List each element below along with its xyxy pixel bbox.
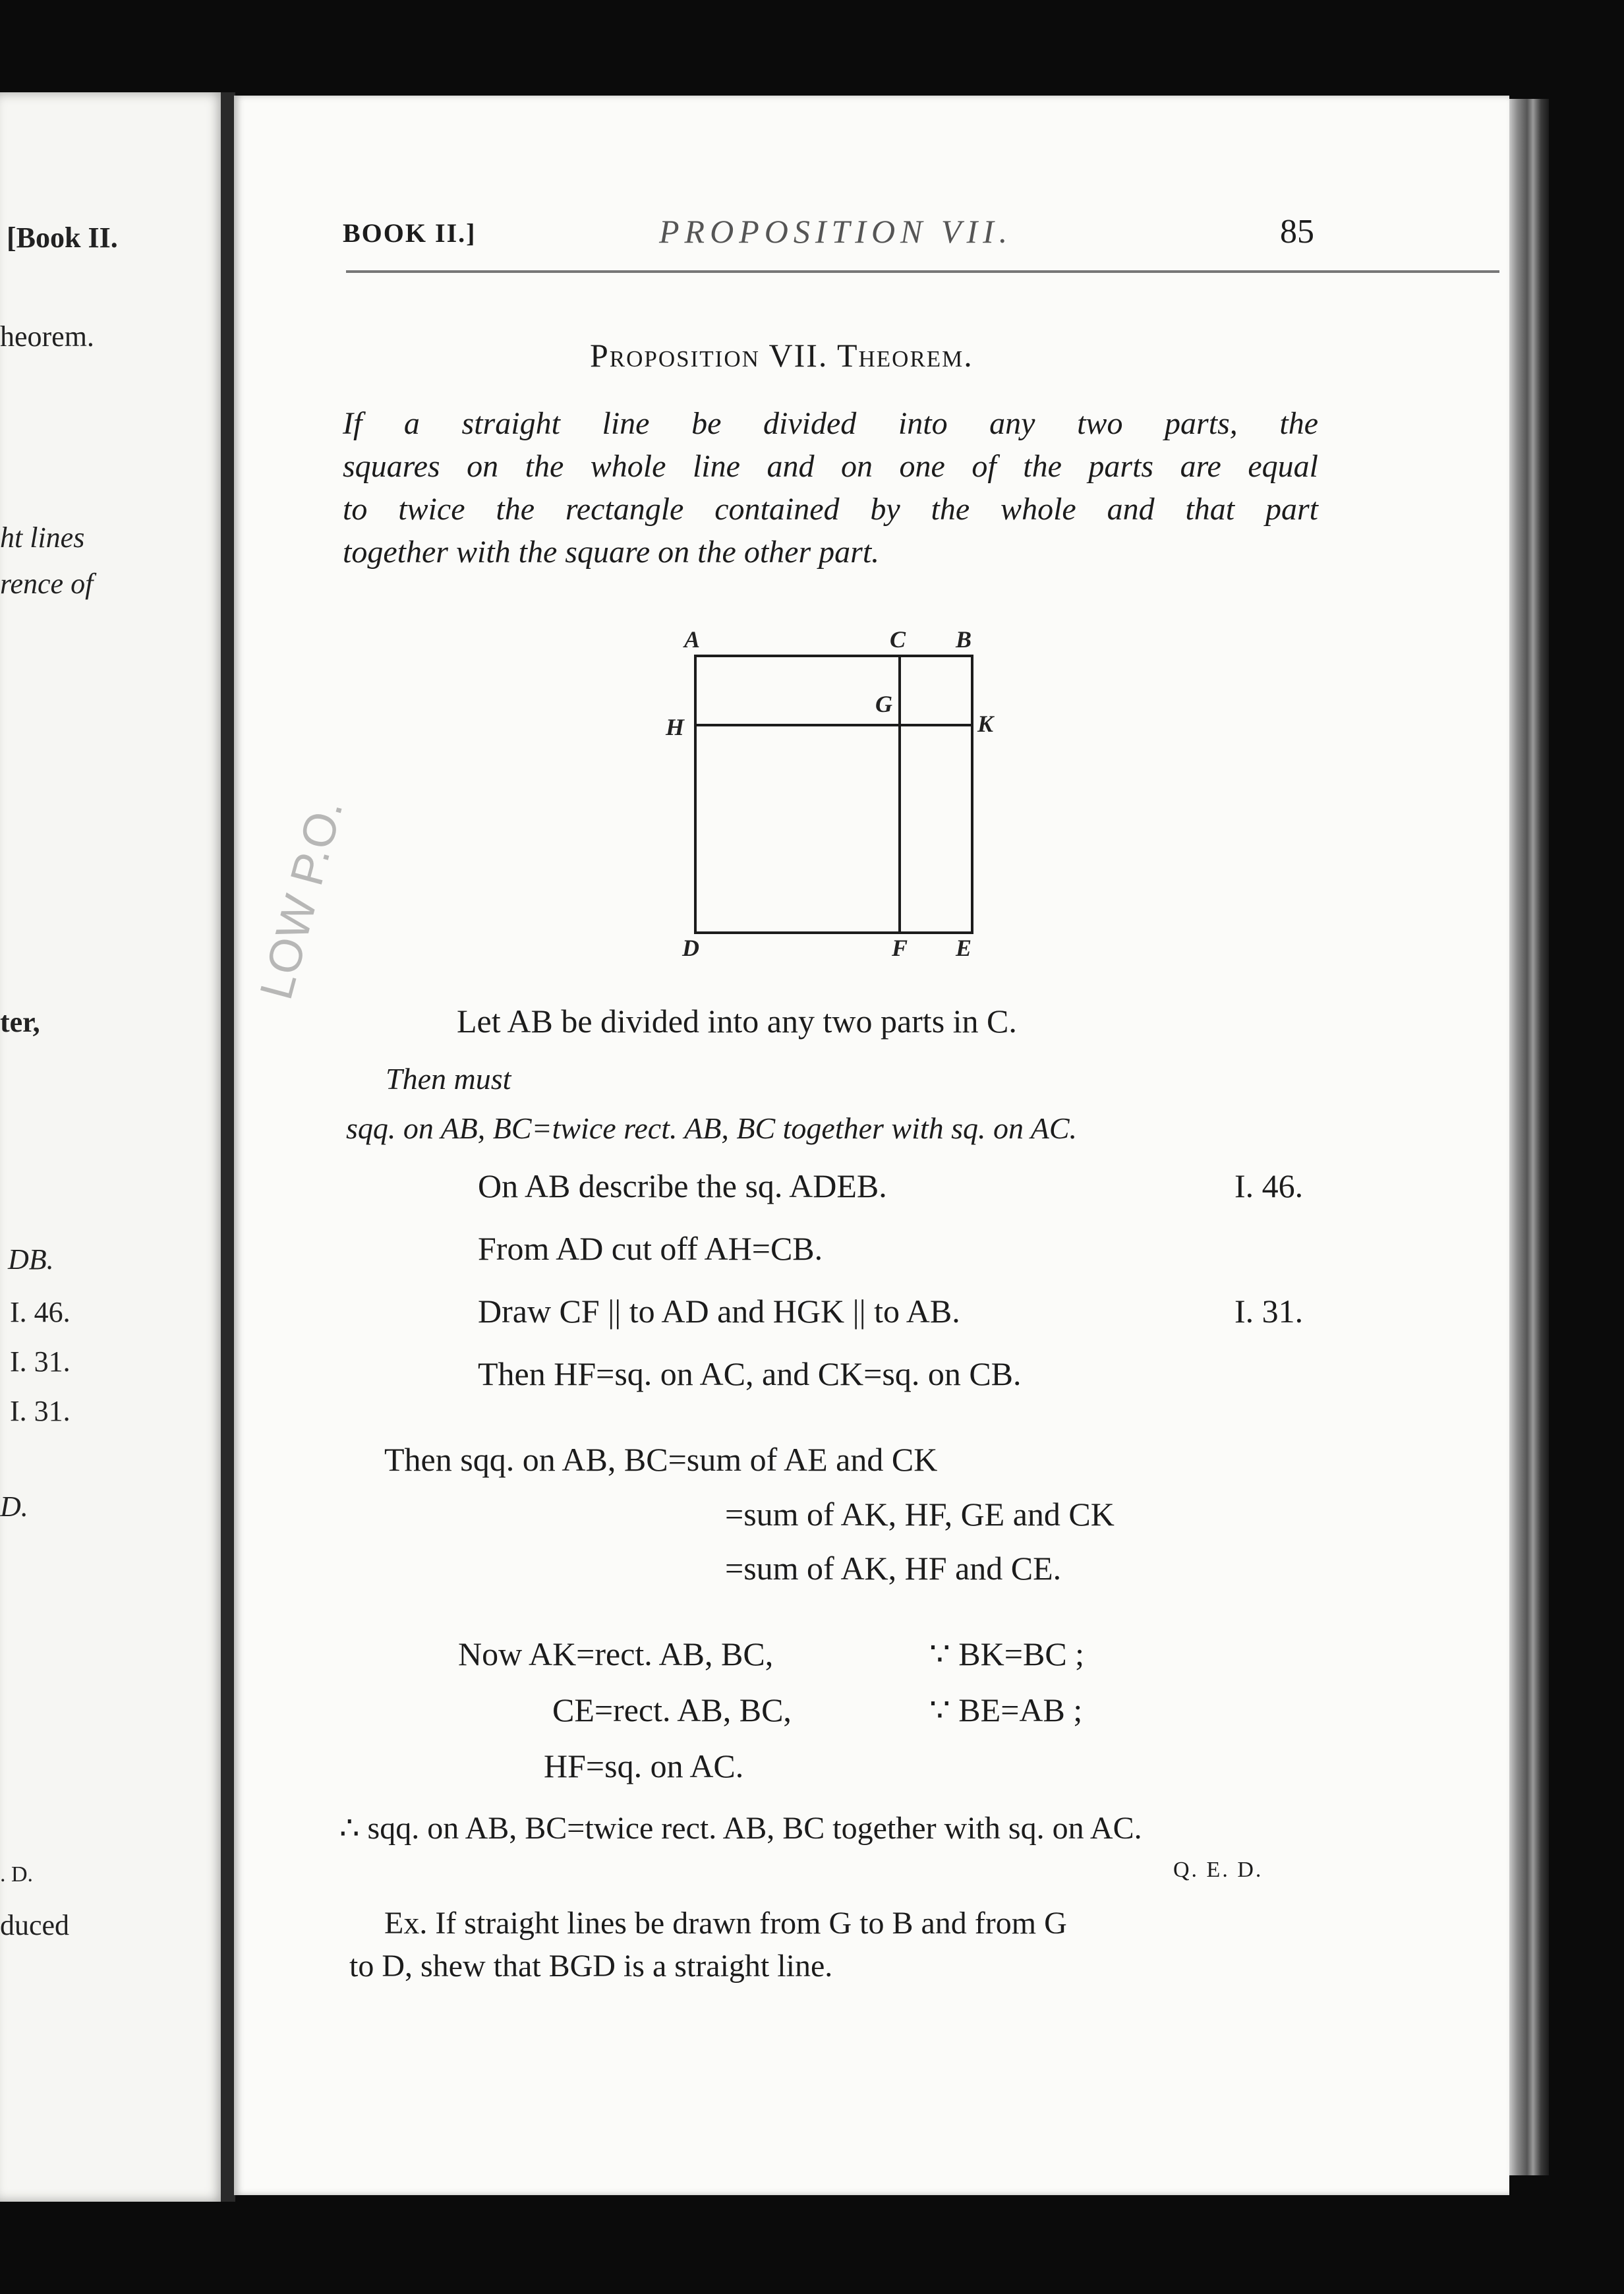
proof-let: Let AB be divided into any two parts in C. — [457, 1003, 1017, 1040]
left-page-line: I. 46. — [10, 1296, 71, 1328]
sum-line: Then sqq. on AB, BC=sum of AE and CK — [384, 1441, 938, 1478]
figure-label: H — [666, 714, 685, 740]
construction-ref: I. 46. — [1234, 1167, 1304, 1204]
construction-step: Then HF=sq. on AC, and CK=sq. on CB. — [478, 1355, 1022, 1392]
geometric-figure — [652, 620, 1008, 962]
figure-label: G — [875, 691, 892, 717]
left-page-line: I. 31. — [10, 1345, 71, 1378]
qed: Q. E. D. — [1173, 1858, 1263, 1882]
sum-line: =sum of AK, HF, GE and CK — [725, 1496, 1115, 1533]
page-edges — [1509, 99, 1549, 2175]
library-stamp — [250, 778, 382, 1042]
running-head-title: PROPOSITION VII. — [659, 213, 1013, 250]
header-rule — [346, 270, 1499, 273]
now-line-right: ∵ BE=AB ; — [929, 1691, 1083, 1728]
enunciation-line: If a straight line be divided into any two parts, the — [343, 406, 1318, 441]
stamp-text: LOW P.O. — [250, 794, 353, 1005]
enunciation-line: squares on the whole line and on one of the parts are equal — [343, 449, 1318, 484]
proof-then-must: Then must — [386, 1062, 511, 1096]
now-line-left: Now AK=rect. AB, BC, — [458, 1635, 774, 1672]
left-page-line: duced — [0, 1909, 70, 1941]
now-line-left: HF=sq. on AC. — [544, 1748, 744, 1784]
left-page — [0, 92, 225, 2202]
proposition-title: Proposition VII. Theorem. — [590, 337, 973, 374]
left-page-line: heorem. — [0, 320, 94, 353]
enunciation-line: to twice the rectangle contained by the whole and that part — [343, 492, 1318, 527]
conclusion: ∴ sqq. on AB, BC=twice rect. AB, BC together with sq. on AC. — [339, 1811, 1142, 1846]
figure-label: A — [684, 626, 701, 653]
left-page-line: [Book II. — [7, 221, 118, 254]
figure-label: C — [890, 626, 906, 653]
figure-label: F — [892, 935, 908, 961]
square-ADEB — [695, 656, 972, 933]
now-line-left: CE=rect. AB, BC, — [552, 1691, 792, 1728]
left-page-line: ter, — [0, 1006, 40, 1038]
exercise-line: Ex. If straight lines be drawn from G to B and from G — [384, 1906, 1067, 1941]
left-page-line: DB. — [8, 1243, 54, 1276]
left-page-line: D. — [0, 1490, 28, 1523]
book-spine — [221, 92, 235, 2202]
construction-step: On AB describe the sq. ADEB. — [478, 1167, 887, 1204]
left-page-line: I. 31. — [10, 1395, 71, 1427]
left-page-line: ht lines — [0, 521, 85, 554]
figure-label: D — [682, 935, 699, 961]
running-head-book: BOOK II.] — [343, 218, 477, 248]
proof-claim: sqq. on AB, BC=twice rect. AB, BC together with sq. on AC. — [346, 1111, 1078, 1145]
figure-label: E — [956, 935, 972, 961]
construction-step: From AD cut off AH=CB. — [478, 1230, 823, 1267]
construction-ref: I. 31. — [1234, 1293, 1304, 1330]
left-page-line: . D. — [0, 1862, 34, 1887]
left-page-line: rence of — [0, 568, 94, 600]
page-number: 85 — [1280, 213, 1314, 250]
figure-label: K — [977, 711, 994, 737]
exercise-line: to D, shew that BGD is a straight line. — [349, 1949, 833, 1984]
construction-step: Draw CF || to AD and HGK || to AB. — [478, 1293, 960, 1330]
figure-svg — [652, 620, 1008, 962]
now-line-right: ∵ BK=BC ; — [929, 1635, 1085, 1672]
enunciation-line: together with the square on the other part. — [343, 535, 880, 570]
figure-label: B — [956, 626, 972, 653]
sum-line: =sum of AK, HF and CE. — [725, 1550, 1062, 1587]
